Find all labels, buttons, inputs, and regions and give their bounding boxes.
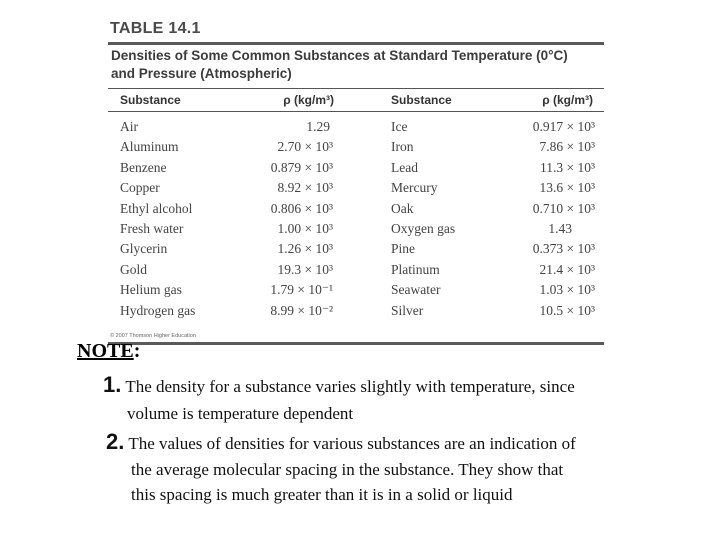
substance-cell: Silver bbox=[391, 302, 424, 318]
substance-cell: Gold bbox=[120, 261, 147, 277]
table-bottom-rule bbox=[108, 342, 604, 345]
note-heading bbox=[77, 340, 140, 363]
note-2-line-2: the average molecular spacing in the substance. They show that bbox=[131, 460, 564, 479]
density-cell: 8.99 × 10⁻² bbox=[270, 302, 333, 318]
density-cell: 1.29 bbox=[306, 119, 330, 134]
density-cell: 7.86 × 10³ bbox=[539, 139, 595, 155]
table-row bbox=[108, 158, 604, 178]
substance-cell: Air bbox=[120, 119, 138, 134]
table-body bbox=[108, 112, 604, 331]
substance-cell: Pine bbox=[391, 241, 416, 257]
note-1-line-1: The density for a substance varies slightly with temperature, since bbox=[125, 377, 575, 396]
note-section bbox=[77, 340, 140, 363]
note-number-1: 1. bbox=[103, 372, 122, 397]
density-cell: 0.879 × 10³ bbox=[270, 159, 333, 175]
density-cell: 1.79 × 10⁻¹ bbox=[270, 282, 333, 298]
substance-cell: Hydrogen gas bbox=[120, 302, 196, 318]
table-caption bbox=[108, 45, 604, 88]
density-cell: 21.4 × 10³ bbox=[539, 261, 595, 277]
density-cell: 10.5 × 10³ bbox=[539, 302, 595, 318]
substance-cell: Oak bbox=[391, 200, 414, 216]
note-number-2: 2. bbox=[106, 429, 125, 454]
density-cell: 8.92 × 10³ bbox=[277, 180, 333, 196]
substance-cell: Copper bbox=[120, 180, 160, 196]
density-cell: 1.43 bbox=[548, 220, 572, 236]
density-cell: 0.373 × 10³ bbox=[532, 241, 595, 257]
substance-cell: Lead bbox=[391, 159, 418, 175]
density-cell: 19.3 × 10³ bbox=[277, 261, 333, 277]
substance-cell: Mercury bbox=[391, 180, 438, 196]
table-row bbox=[108, 178, 604, 198]
substance-cell: Fresh water bbox=[120, 220, 184, 236]
header-density-1: ρ (kg/m³) bbox=[283, 93, 334, 107]
table-row bbox=[108, 280, 604, 300]
substance-cell: Aluminum bbox=[120, 139, 179, 155]
header-substance-1: Substance bbox=[120, 93, 181, 107]
table-row bbox=[108, 137, 604, 157]
note-item-2 bbox=[106, 430, 576, 506]
table-row bbox=[108, 117, 604, 137]
substance-cell: Platinum bbox=[391, 261, 440, 277]
note-label: NOTE bbox=[77, 340, 134, 362]
caption-line-2: and Pressure (Atmospheric) bbox=[111, 66, 292, 81]
density-cell: 1.00 × 10³ bbox=[277, 220, 333, 236]
substance-cell: Glycerin bbox=[120, 241, 168, 257]
table-row bbox=[108, 219, 604, 239]
note-2-line-3: this spacing is much greater than it is in a solid or liquid bbox=[131, 485, 513, 504]
density-cell: 13.6 × 10³ bbox=[539, 180, 595, 196]
substance-cell: Benzene bbox=[120, 159, 167, 175]
density-cell: 0.917 × 10³ bbox=[532, 119, 595, 134]
substance-cell: Ice bbox=[391, 119, 408, 134]
table-header-row bbox=[108, 89, 604, 111]
header-substance-2: Substance bbox=[391, 93, 452, 107]
density-cell: 11.3 × 10³ bbox=[539, 159, 595, 175]
substance-cell: Iron bbox=[391, 139, 414, 155]
table-row bbox=[108, 239, 604, 259]
header-density-2: ρ (kg/m³) bbox=[542, 93, 593, 107]
table-row bbox=[108, 301, 604, 321]
caption-line-1: Densities of Some Common Substances at Standard Temperature (0°C) bbox=[111, 48, 568, 63]
density-cell: 1.26 × 10³ bbox=[277, 241, 333, 257]
density-cell: 0.710 × 10³ bbox=[532, 200, 595, 216]
substance-cell: Seawater bbox=[391, 282, 441, 298]
note-2-line-1: The values of densities for various substances are an indication of bbox=[128, 434, 576, 453]
density-table bbox=[108, 20, 604, 345]
density-cell: 0.806 × 10³ bbox=[270, 200, 333, 216]
copyright-notice: © 2007 Thomson Higher Education bbox=[110, 332, 196, 339]
substance-cell: Helium gas bbox=[120, 282, 182, 298]
table-title: TABLE 14.1 bbox=[110, 20, 201, 37]
note-colon: : bbox=[133, 340, 141, 362]
density-cell: 1.03 × 10³ bbox=[539, 282, 595, 298]
note-item-1 bbox=[103, 373, 575, 425]
note-1-line-2: volume is temperature dependent bbox=[127, 404, 354, 423]
substance-cell: Oxygen gas bbox=[391, 220, 456, 236]
table-row bbox=[108, 199, 604, 219]
substance-cell: Ethyl alcohol bbox=[120, 200, 193, 216]
table-row bbox=[108, 260, 604, 280]
density-cell: 2.70 × 10³ bbox=[277, 139, 333, 155]
